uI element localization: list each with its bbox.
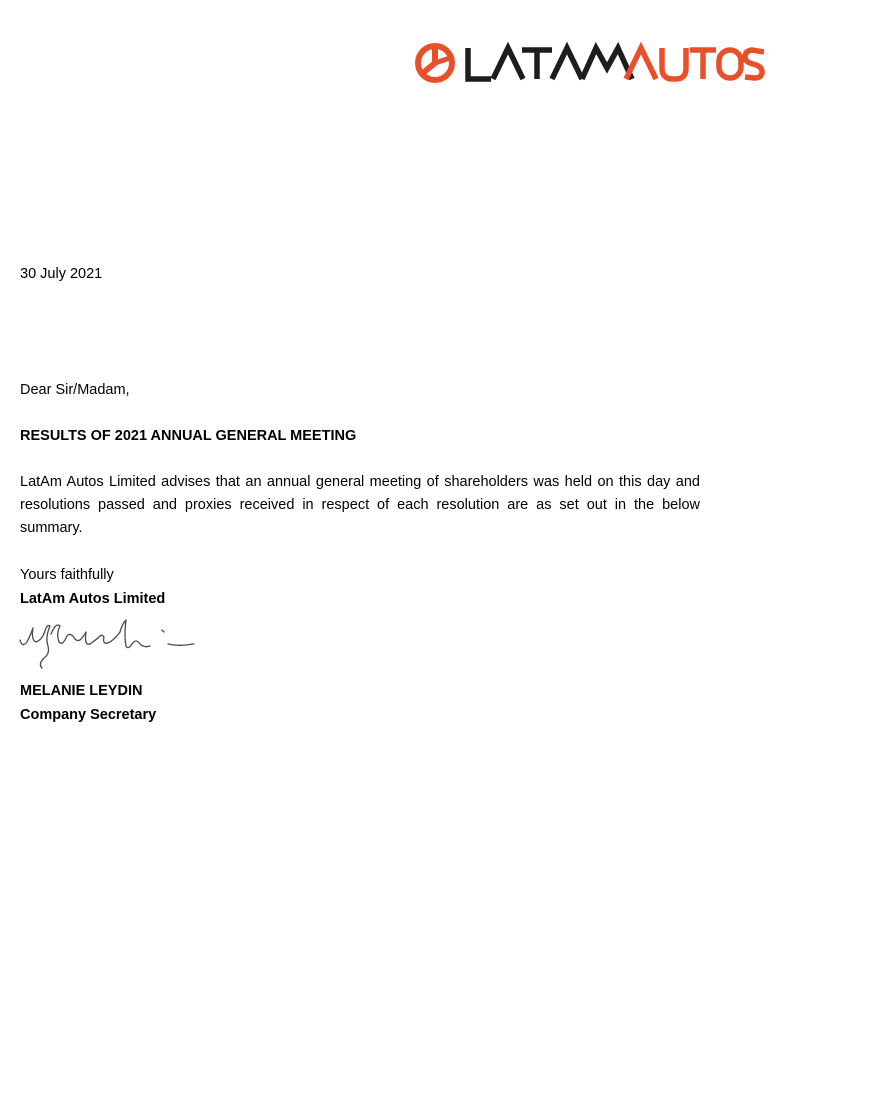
salutation: Dear Sir/Madam,: [20, 382, 130, 398]
company-name: LatAm Autos Limited: [20, 591, 166, 607]
handwritten-signature: [18, 618, 196, 670]
signer-title: Company Secretary: [20, 707, 157, 723]
letter-heading: RESULTS OF 2021 ANNUAL GENERAL MEETING: [20, 428, 357, 444]
letter-date: 30 July 2021: [20, 266, 103, 282]
letter-body: LatAm Autos Limited advises that an annual general meeting of shareholders was held on this day and resolutions passed and proxies received in respect of each resolution are as set out in the below summary.: [20, 474, 700, 536]
signer-name: MELANIE LEYDIN: [20, 683, 143, 699]
latam-autos-logo: [414, 40, 766, 86]
closing: Yours faithfully: [20, 567, 114, 583]
